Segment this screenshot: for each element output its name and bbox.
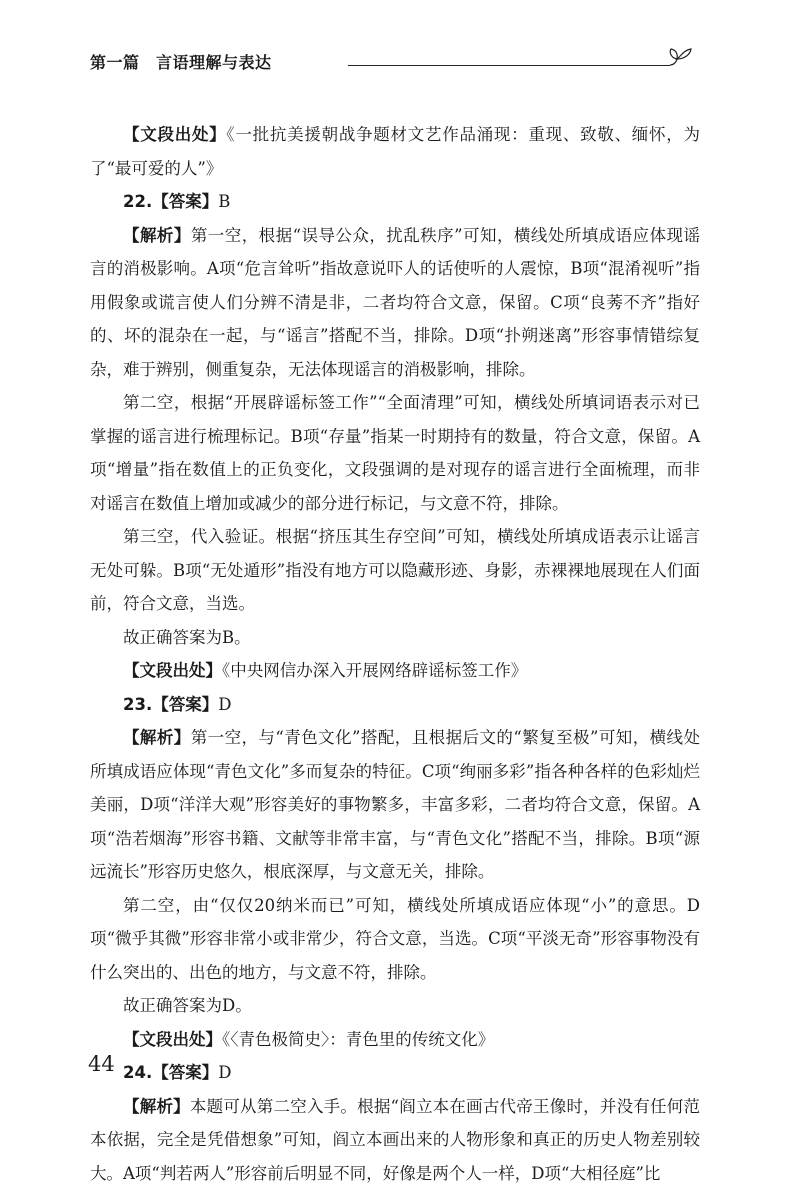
- analysis-paragraph: 【解析】本题可从第二空入手。根据“阎立本在画古代帝王像时，并没有任何范本依据，完全是凭借想象”可知，阎立本画出来的人物形象和真正的历史人物差别较大。A项“判若两人”形容前后明显不同，好像是两个人一样，D项“大相径庭”比: [90, 1090, 700, 1190]
- source-citation: 【文段出处】《一批抗美援朝战争题材文艺作品涌现：重现、致敬、缅怀，为了“最可爱的人”》: [90, 118, 700, 185]
- conclusion-line: 故正确答案为B。: [90, 621, 700, 655]
- analysis-paragraph: 第二空，根据“开展辟谣标签工作”“全面清理”可知，横线处所填词语表示对已掌握的谣言进行梳理标记。B项“存量”指某一时期持有的数量，符合文意，保留。A项“增量”指在数值上的正负变化，文段强调的是对现存的谣言进行全面梳理，而非对谣言在数值上增加或减少的部分进行标记，与文意不符，排除。: [90, 386, 700, 520]
- page-number: 44: [88, 1052, 115, 1076]
- analysis-paragraph: 【解析】第一空，与“青色文化”搭配，且根据后文的“繁复至极”可知，横线处所填成语应体现“青色文化”多而复杂的特征。C项“绚丽多彩”指各种各样的色彩灿烂美丽，D项“洋洋大观”形容美好的事物繁多，丰富多彩，二者均符合文意，保留。A项“浩若烟海”形容书籍、文献等非常丰富，与“青色文化”搭配不当，排除。B项“源远流长”形容历史悠久，根底深厚，与文意无关，排除。: [90, 721, 700, 889]
- analysis-paragraph: 第三空，代入验证。根据“挤压其生存空间”可知，横线处所填成语表示让谣言无处可躲。B项“无处遁形”指没有地方可以隐藏形迹、身影，赤裸裸地展现在人们面前，符合文意，当选。: [90, 520, 700, 621]
- page-header: [90, 40, 695, 80]
- analysis-paragraph: 第二空，由“仅仅20纳米而已”可知，横线处所填成语应体现“小”的意思。D项“微乎其微”形容非常小或非常少，符合文意，当选。C项“平淡无奇”形容事物没有什么突出的、出色的地方，与文意不符，排除。: [90, 889, 700, 990]
- conclusion-line: 故正确答案为D。: [90, 989, 700, 1023]
- source-citation: 【文段出处】《〈青色极简史〉：青色里的传统文化》: [90, 1023, 700, 1057]
- answer-explanations: [90, 118, 700, 1190]
- analysis-paragraph: 【解析】第一空，根据“误导公众，扰乱秩序”可知，横线处所填成语应体现谣言的消极影响。A项“危言耸听”指故意说吓人的话使听的人震惊，B项“混淆视听”指用假象或谎言使人们分辨不清是非，二者均符合文意，保留。C项“良莠不齐”指好的、坏的混杂在一起，与“谣言”搭配不当，排除。D项“扑朔迷离”形容事情错综复杂，难于辨别，侧重复杂，无法体现谣言的消极影响，排除。: [90, 219, 700, 387]
- chapter-title: 第一篇 言语理解与表达: [90, 50, 272, 73]
- answer-line: 24.【答案】D: [90, 1056, 700, 1090]
- header-rule: [348, 65, 670, 66]
- sprout-icon: [668, 40, 694, 70]
- answer-line: 23.【答案】D: [90, 688, 700, 722]
- source-citation: 【文段出处】《中央网信办深入开展网络辟谣标签工作》: [90, 654, 700, 688]
- answer-line: 22.【答案】B: [90, 185, 700, 219]
